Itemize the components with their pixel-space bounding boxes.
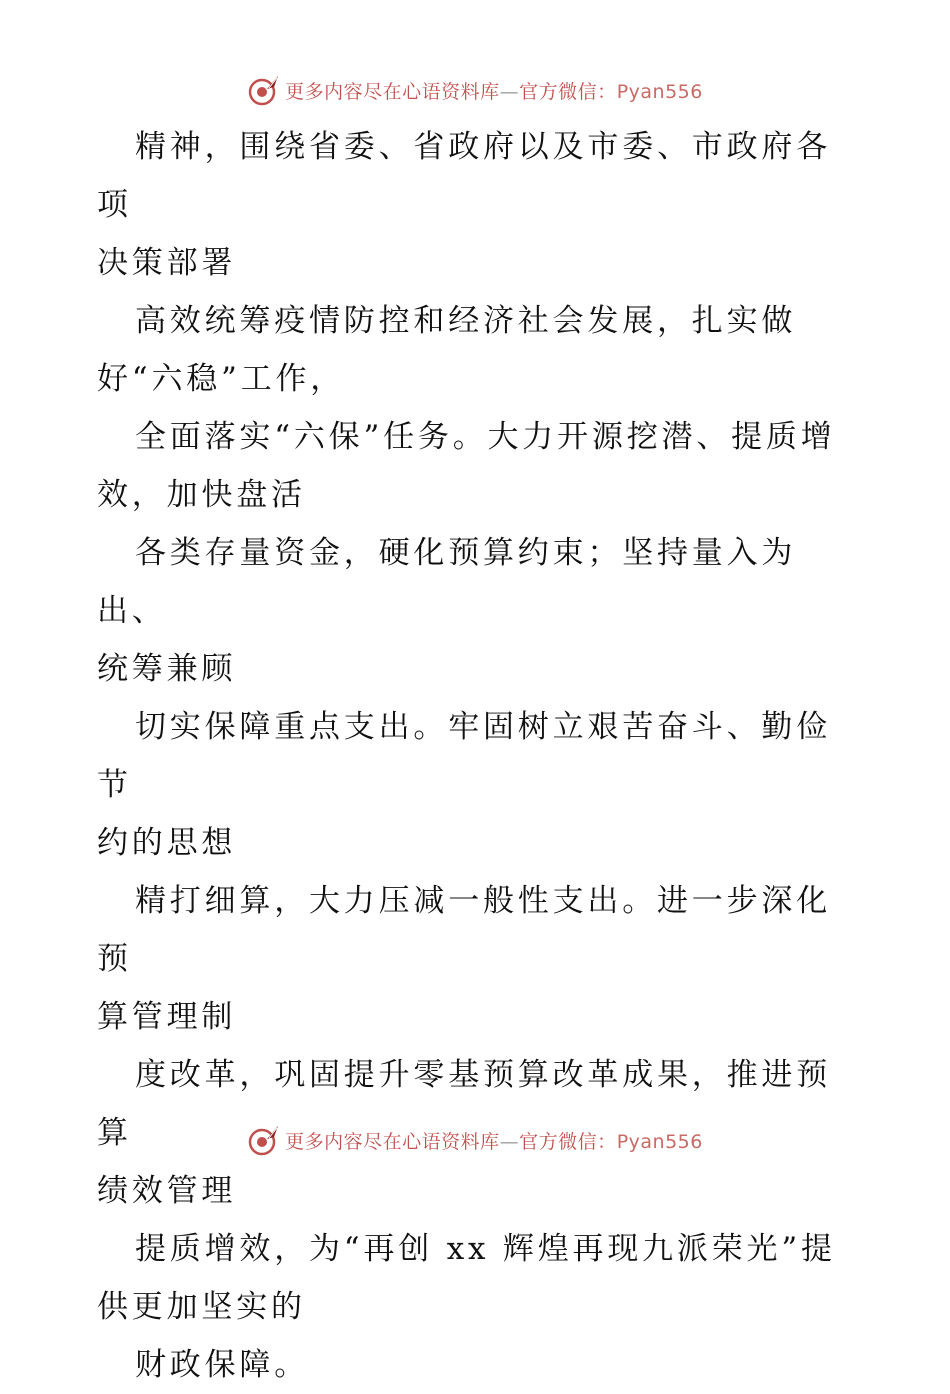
header-banner-text <box>285 77 703 104</box>
paragraph-line: 提质增效，为“再创 xx 辉煌再现九派荣光”提 <box>135 1231 836 1267</box>
paragraph-line-continued: 统筹兼顾 <box>97 651 237 687</box>
header-banner-label: 官方微信： <box>519 80 617 103</box>
paragraph-line: 各类存量资金，硬化预算约束；坚持量入为出、 <box>97 535 797 629</box>
paragraph-line: 高效统筹疫情防控和经济社会发展，扎实做 <box>135 303 797 339</box>
paragraph-line: 财政保障。 <box>135 1347 309 1383</box>
footer-banner-text <box>285 1127 703 1154</box>
paragraph-line-continued: 约的思想 <box>97 825 237 861</box>
quill-logo-icon <box>247 73 281 107</box>
paragraph-line: 精神，围绕省委、省政府以及市委、市政府各项 <box>97 129 831 223</box>
document-body <box>97 118 857 1394</box>
paragraph-line: 切实保障重点支出。牢固树立艰苦奋斗、勤俭节 <box>97 709 831 803</box>
footer-banner-cn: 更多内容尽在心语资料库 <box>285 1130 500 1153</box>
body-paragraph <box>97 292 857 408</box>
paragraph-line-continued: 算管理制 <box>97 999 237 1035</box>
paragraph-line-continued: 供更加坚实的 <box>97 1289 306 1325</box>
body-paragraph <box>97 524 857 698</box>
body-paragraph <box>97 118 857 292</box>
paragraph-line: 度改革，巩固提升零基预算改革成果，推进预算 <box>97 1057 831 1151</box>
body-paragraph <box>97 698 857 872</box>
paragraph-line-continued: 效，加快盘活 <box>97 477 306 513</box>
footer-banner-id: Pyan556 <box>616 1130 703 1153</box>
header-banner-cn: 更多内容尽在心语资料库 <box>285 80 500 103</box>
header-banner-id: Pyan556 <box>616 80 703 103</box>
quill-logo-icon <box>247 1123 281 1157</box>
footer-banner-label: 官方微信： <box>519 1130 617 1153</box>
body-paragraph <box>97 1336 857 1394</box>
header-banner <box>0 70 950 110</box>
body-paragraph <box>97 1220 857 1336</box>
header-banner-dash: — <box>499 80 520 103</box>
paragraph-line-continued: 好“六稳”工作， <box>97 361 346 397</box>
paragraph-line-continued: 决策部署 <box>97 245 237 281</box>
body-paragraph <box>97 872 857 1046</box>
footer-banner-dash: — <box>499 1130 520 1153</box>
footer-banner <box>0 1120 950 1160</box>
paragraph-line: 全面落实“六保”任务。大力开源挖潜、提质增 <box>135 419 836 455</box>
paragraph-line: 精打细算，大力压减一般性支出。进一步深化预 <box>97 883 831 977</box>
body-paragraph <box>97 408 857 524</box>
paragraph-line-continued: 绩效管理 <box>97 1173 237 1209</box>
